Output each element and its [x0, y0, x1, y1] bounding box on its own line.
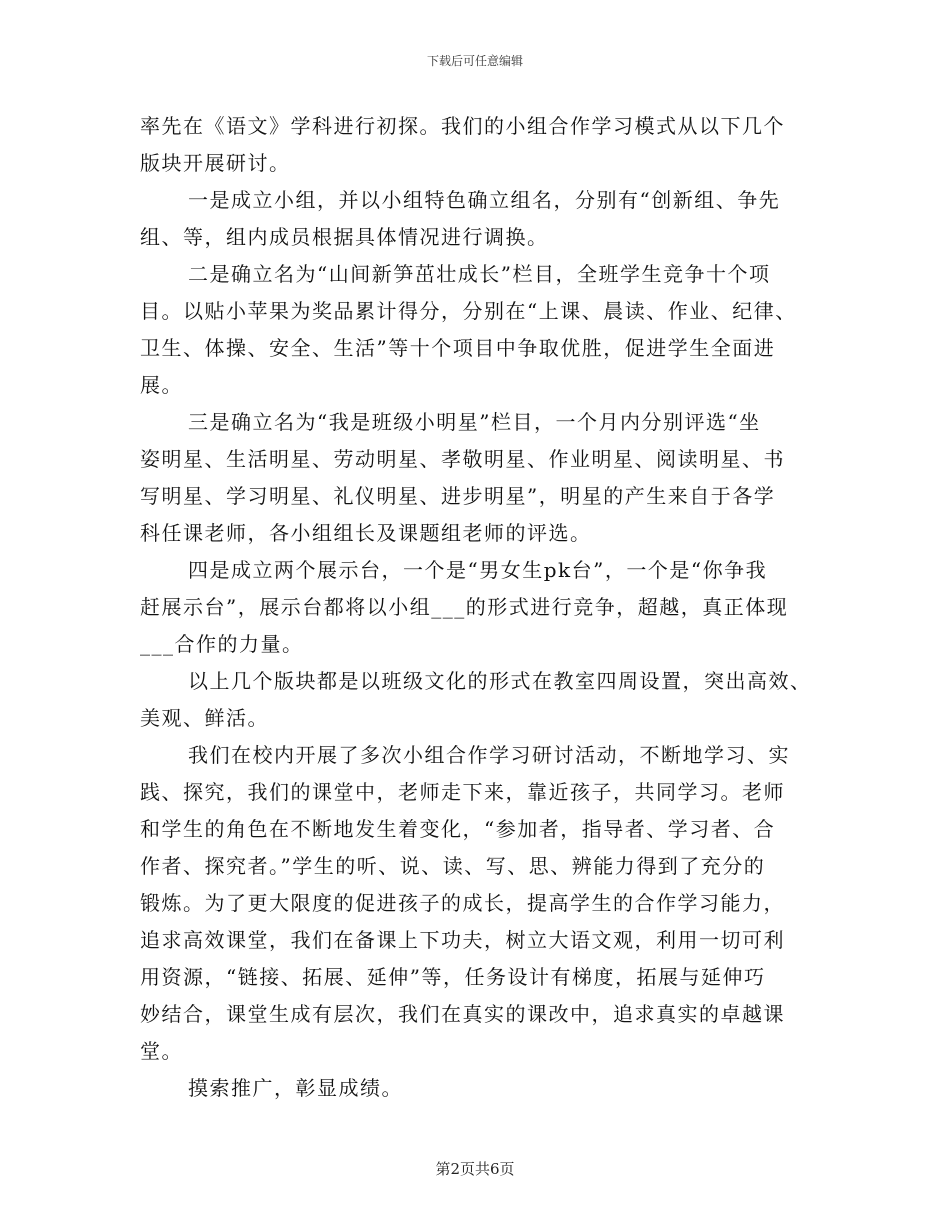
paragraph-start-line: 我们在校内开展了多次小组合作学习研讨活动，不断地学习、实	[188, 743, 790, 767]
text-line: 版块开展研讨。	[140, 151, 291, 175]
page-number: 第2页共6页	[435, 1160, 515, 1178]
text-line: 展。	[140, 373, 183, 397]
text-line: 科任课老师，各小组组长及课题组老师的评选。	[140, 521, 592, 545]
paragraph-start-line: 二是确立名为“山间新笋茁壮成长”栏目，全班学生竞争十个项	[188, 262, 771, 286]
text-line: 追求高效课堂，我们在备课上下功夫，树立大语文观，利用一切可利	[140, 928, 785, 952]
paragraph-start-line: 一是成立小组，并以小组特色确立组名，分别有“创新组、争先	[188, 188, 781, 212]
text-line: 锻炼。为了更大限度的促进孩子的成长，提高学生的合作学习能力，	[140, 891, 785, 915]
text-line: ___合作的力量。	[140, 632, 304, 656]
document-body	[140, 108, 815, 1107]
text-line: 目。以贴小苹果为奖品累计得分，分别在“上课、晨读、作业、纪律、	[140, 299, 797, 323]
paragraph-start-line: 四是成立两个展示台，一个是“男女生pk台”，一个是“你争我	[188, 558, 768, 582]
paragraph-start-line: 三是确立名为“我是班级小明星”栏目，一个月内分别评选“坐	[188, 410, 761, 434]
text-line: 率先在《语文》学科进行初探。我们的小组合作学习模式从以下几个	[140, 114, 785, 138]
text-line: 组、等，组内成员根据具体情况进行调换。	[140, 225, 549, 249]
paragraph-start-line: 摸索推广，彰显成绩。	[188, 1076, 403, 1100]
text-line: 和学生的角色在不断地发生着变化，“参加者，指导者、学习者、合	[140, 817, 776, 841]
text-line: 堂。	[140, 1039, 183, 1063]
text-line: 姿明星、生活明星、劳动明星、孝敬明星、作业明星、阅读明星、书	[140, 447, 785, 471]
page-header: 下载后可任意编辑	[426, 54, 523, 68]
text-line: 践、探究，我们的课堂中，老师走下来，靠近孩子，共同学习。老师	[140, 780, 785, 804]
text-line: 卫生、体操、安全、生活”等十个项目中争取优胜，促进学生全面进	[140, 336, 776, 360]
paragraph-start-line: 以上几个版块都是以班级文化的形式在教室四周设置，突出高效、	[188, 669, 812, 693]
text-line: 妙结合，课堂生成有层次，我们在真实的课改中，追求真实的卓越课	[140, 1002, 785, 1026]
text-line: 写明星、学习明星、礼仪明星、进步明星”，明星的产生来自于各学	[140, 484, 776, 508]
text-line: 作者、探究者。”学生的听、说、读、写、思、辨能力得到了充分的	[140, 854, 766, 878]
text-line: 用资源，“链接、拓展、延伸”等，任务设计有梯度，拓展与延伸巧	[140, 965, 766, 989]
text-line: 赶展示台”，展示台都将以小组___的形式进行竞争，超越，真正体现	[140, 595, 789, 619]
text-line: 美观、鲜活。	[140, 706, 269, 730]
